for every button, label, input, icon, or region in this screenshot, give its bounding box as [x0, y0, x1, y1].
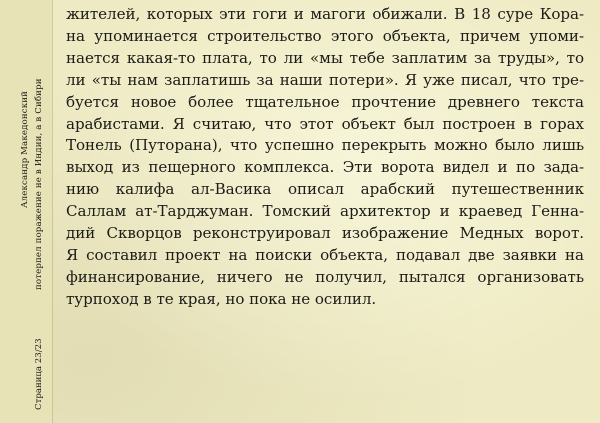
- text-line: арабистами. Я считаю, что этот объект был построен в горах: [66, 114, 584, 133]
- text-line: нию калифа ал-Васика описал арабский путешественник: [66, 180, 584, 199]
- text-line: Я составил проект на поиски объекта, подавал две заявки на: [66, 245, 584, 264]
- text-line: выход из пещерного комплекса. Эти ворота видел и по зада-: [66, 158, 584, 177]
- text-line: турпоход в те края, но пока не осилил.: [66, 289, 377, 308]
- text-line: на упоминается строительство этого объекта, причем упоми-: [66, 26, 584, 45]
- margin-divider: [52, 0, 53, 423]
- text-line: финансирование, ничего не получил, пытался организовать: [66, 267, 584, 286]
- text-line: жителей, которых эти гоги и магоги обижали. В 18 суре Кора-: [66, 5, 584, 23]
- body-paragraph: [66, 4, 584, 311]
- text-line: нается какая-то плата, то ли «мы тебе заплатим за труды», то: [66, 48, 584, 67]
- text-line: Тонель (Путорана), что успешно перекрыть можно было лишь: [66, 136, 584, 155]
- text-line: ли «ты нам заплатишь за наши потери». Я уже писал, что тре-: [66, 70, 584, 89]
- page-number: Страница 23/23: [34, 338, 44, 410]
- text-line: Саллам ат-Тарджуман. Томский архитектор и краевед Генна-: [66, 202, 584, 221]
- text-line: буется новое более тщательное прочтение древнего текста: [66, 92, 584, 111]
- book-subtitle: потерпел поражение не в Индии, а в Сибири: [34, 78, 44, 290]
- side-caption: [3, 0, 49, 423]
- book-author: Александр Македонский: [20, 91, 30, 208]
- text-line: дий Скворцов реконструировал изображение Медных ворот.: [66, 224, 584, 243]
